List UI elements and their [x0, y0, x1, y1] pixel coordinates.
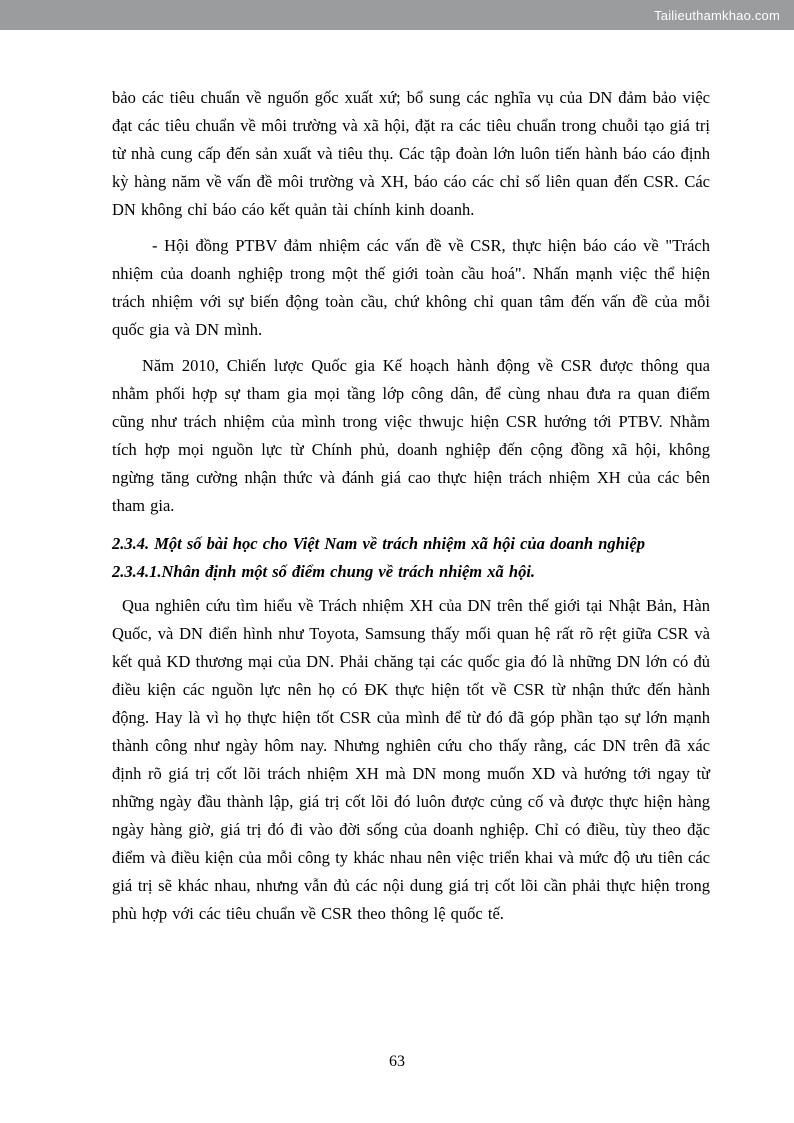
page-number: 63: [389, 1053, 405, 1070]
page-content: [0, 30, 794, 928]
paragraph-1: bảo các tiêu chuẩn về nguốn gốc xuất xứ; bổ sung các nghĩa vụ của DN đảm bảo việc đạt các tiêu chuẩn về môi trường và xã hội, đặt ra các tiêu chuẩn trong chuỗi tạo giá trị từ nhà cung cấp đến sản xuất và tiêu thụ. Các tập đoàn lớn luôn tiến hành báo cáo định kỳ hàng năm về vấn đề môi trường và XH, báo cáo các chỉ số liên quan đến CSR. Các DN không chỉ báo cáo kết quản tài chính kinh doanh.: [112, 88, 710, 219]
watermark-bar: [0, 0, 794, 30]
paragraph-2: - Hội đồng PTBV đảm nhiệm các vấn đề về CSR, thực hiện báo cáo về "Trách nhiệm của doanh nghiệp trong một thế giới toàn cầu hoá". Nhấn mạnh việc thể hiện trách nhiệm với sự biến động toàn cầu, chứ không chỉ quan tâm đến vấn đề của mỗi quốc gia và DN mình.: [112, 236, 710, 339]
paragraph-3: Năm 2010, Chiến lược Quốc gia Kế hoạch hành động về CSR được thông qua nhằm phối hợp sự tham gia mọi tầng lớp công dân, để cùng nhau đưa ra quan điểm cũng như trách nhiệm của mình trong việc thwujc hiện CSR hướng tới PTBV. Nhằm tích hợp mọi nguồn lực từ Chính phủ, doanh nghiệp đến cộng đồng xã hội, không ngừng tăng cường nhận thức và đánh giá cao thực hiện trách nhiệm XH của các bên tham gia.: [112, 356, 710, 515]
paragraph-4: Qua nghiên cứu tìm hiểu về Trách nhiệm XH của DN trên thế giới tại Nhật Bản, Hàn Quốc, và DN điển hình như Toyota, Samsung thấy mối quan hệ rất rõ rệt giữa CSR và kết quả KD thương mại của DN. Phải chăng tại các quốc gia đó là những DN lớn có đủ điều kiện các nguồn lực nên họ có ĐK thực hiện tốt về CSR từ nhận thức đến hành động. Hay là vì họ thực hiện tốt CSR của mình để từ đó đã góp phần tạo sự lớn mạnh thành công như ngày hôm nay. Nhưng nghiên cứu cho thấy rằng, các DN trên đã xác định rõ giá trị cốt lõi trách nhiệm XH mà DN mong muốn XD và hướng tới ngay từ những ngày đầu thành lập, giá trị cốt lõi đó luôn được củng cố và được thực hiện hàng ngày hàng giờ, giá trị đó đi vào đời sống của doanh nghiệp. Chỉ có điều, tùy theo đặc điểm và điều kiện của mỗi công ty khác nhau nên việc triển khai và mức độ ưu tiên các giá trị sẽ khác nhau, nhưng vẫn đủ các nội dung giá trị cốt lõi cần phải thực hiện trong phù hợp với các tiêu chuẩn về CSR theo thông lệ quốc tế.: [112, 596, 710, 923]
watermark-link[interactable]: Tailieuthamkhao.com: [654, 7, 780, 23]
page-footer: [0, 1053, 794, 1071]
section-heading: 2.3.4. Một số bài học cho Việt Nam về trách nhiệm xã hội của doanh nghiệp: [112, 534, 645, 553]
subsection-heading: 2.3.4.1.Nhân định một số điểm chung về trách nhiệm xã hội.: [112, 562, 536, 581]
